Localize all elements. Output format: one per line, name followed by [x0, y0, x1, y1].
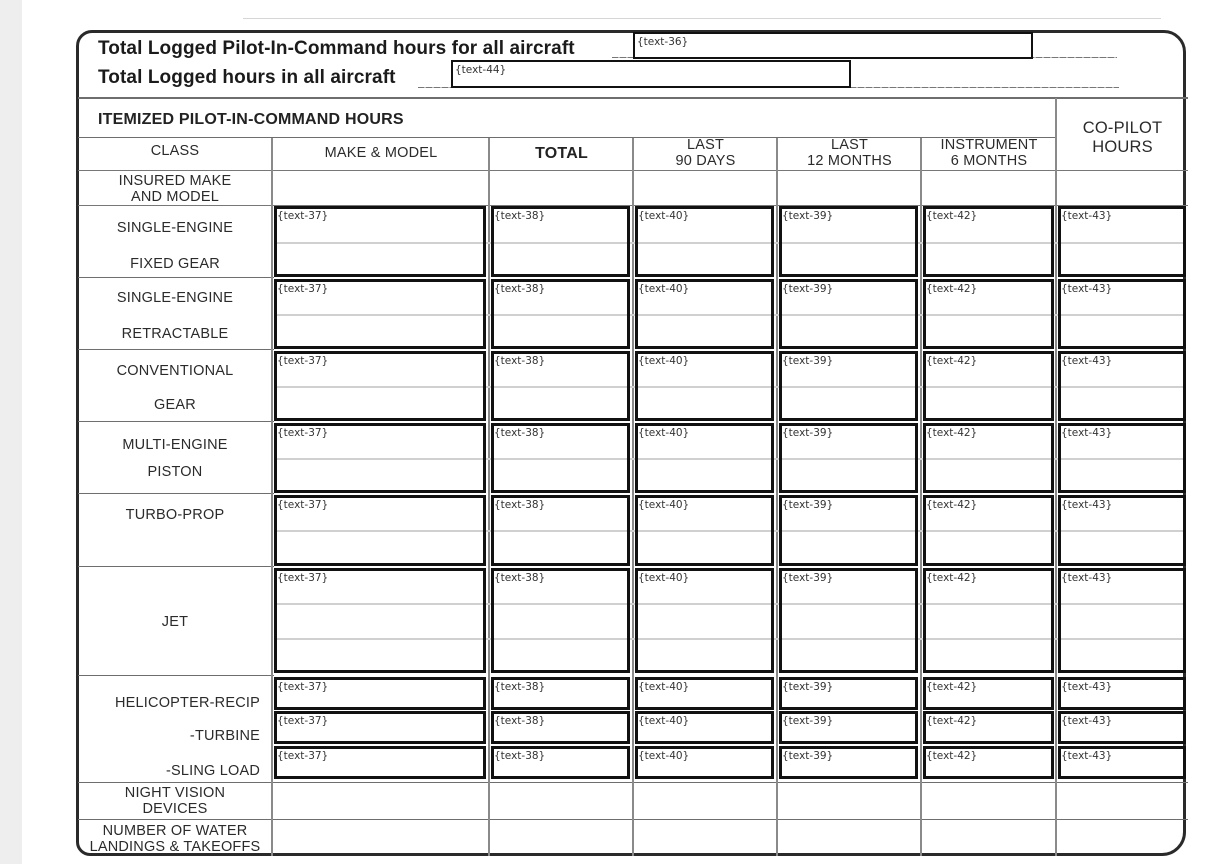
- col-header-copilot-line1: CO-PILOT: [1082, 119, 1163, 137]
- row-label-insured: [78, 173, 272, 205]
- row-divider-4: [78, 493, 274, 494]
- row-label-multi-2: PISTON: [147, 464, 203, 480]
- heli-sling-last-12-months-field[interactable]: [779, 746, 918, 779]
- section-title: ITEMIZED PILOT-IN-COMMAND HOURS: [98, 111, 404, 128]
- row-divider-2: [78, 349, 274, 350]
- row-label-night-vision: [78, 785, 272, 817]
- field-placeholder: {text-39}: [782, 715, 834, 727]
- pic-total-label: Total Logged Pilot-In-Command hours for all aircraft: [98, 38, 575, 59]
- field-placeholder: {text-37}: [277, 210, 329, 222]
- field-placeholder: {text-37}: [277, 681, 329, 693]
- heli-sling-make-model-field[interactable]: [274, 746, 486, 779]
- multi-engine-make-model-field[interactable]: [274, 423, 486, 493]
- conventional-last-90-days-field[interactable]: [635, 351, 774, 421]
- header-divider: [78, 97, 1188, 99]
- window-side-strip: [0, 0, 22, 864]
- field-placeholder: {text-37}: [277, 750, 329, 762]
- conventional-last-12-months-field[interactable]: [779, 351, 918, 421]
- field-placeholder: {text-40}: [638, 750, 690, 762]
- col-header-instrument: [922, 137, 1056, 169]
- jet-copilot-hours-field[interactable]: [1058, 568, 1186, 673]
- field-placeholder: {text-40}: [638, 499, 690, 511]
- multi-engine-instrument-6-months-field[interactable]: [923, 423, 1054, 493]
- field-placeholder: {text-37}: [277, 355, 329, 367]
- field-placeholder: {text-39}: [782, 499, 834, 511]
- field-placeholder: {text-42}: [926, 681, 978, 693]
- row-label-jet: JET: [161, 614, 189, 630]
- field-placeholder: {text-42}: [926, 499, 978, 511]
- field-placeholder: {text-38}: [494, 572, 546, 584]
- field-placeholder: {text-43}: [1061, 427, 1113, 439]
- row-label-insured-line2: AND MODEL: [130, 189, 219, 205]
- field-placeholder: {text-40}: [638, 681, 690, 693]
- conventional-make-model-field[interactable]: [274, 351, 486, 421]
- heli-recip-total-field[interactable]: [491, 677, 630, 710]
- field-placeholder: {text-43}: [1061, 681, 1113, 693]
- total-hours-input[interactable]: {text-44}: [451, 60, 851, 88]
- field-placeholder: {text-40}: [638, 210, 690, 222]
- heli-sling-last-90-days-field[interactable]: [635, 746, 774, 779]
- field-placeholder: {text-37}: [277, 572, 329, 584]
- field-placeholder: {text-39}: [782, 210, 834, 222]
- heli-recip-make-model-field[interactable]: [274, 677, 486, 710]
- col-header-last90: [634, 137, 777, 169]
- turboprop-make-model-field[interactable]: [274, 495, 486, 566]
- field-placeholder: {text-42}: [926, 283, 978, 295]
- row-label-water-landings-line1: NUMBER OF WATER: [102, 823, 248, 839]
- se-fixed-copilot-hours-field[interactable]: [1058, 206, 1186, 277]
- heli-turbine-copilot-hours-field[interactable]: [1058, 711, 1186, 744]
- heli-turbine-last-12-months-field[interactable]: [779, 711, 918, 744]
- se-retract-last-90-days-field[interactable]: [635, 279, 774, 349]
- col-divider-1: [271, 138, 273, 856]
- row-label-water-landings: [78, 823, 272, 855]
- field-placeholder: {text-42}: [926, 572, 978, 584]
- jet-instrument-6-months-field[interactable]: [923, 568, 1054, 673]
- se-retract-make-model-field[interactable]: [274, 279, 486, 349]
- field-placeholder: {text-40}: [638, 572, 690, 584]
- total-hours-label: Total Logged hours in all aircraft: [98, 67, 396, 88]
- field-placeholder: {text-37}: [277, 283, 329, 295]
- conventional-copilot-hours-field[interactable]: [1058, 351, 1186, 421]
- field-placeholder: {text-37}: [277, 499, 329, 511]
- row-label-conventional-1: CONVENTIONAL: [116, 363, 234, 379]
- field-placeholder: {text-38}: [494, 715, 546, 727]
- row-label-night-vision-line1: NIGHT VISION: [124, 785, 226, 801]
- turboprop-last-12-months-field[interactable]: [779, 495, 918, 566]
- col-divider-4: [776, 138, 778, 856]
- field-placeholder: {text-43}: [1061, 210, 1113, 222]
- field-placeholder: {text-43}: [1061, 499, 1113, 511]
- row-divider-5: [78, 566, 274, 567]
- se-fixed-make-model-field[interactable]: [274, 206, 486, 277]
- row-label-se-retract-1: SINGLE-ENGINE: [116, 290, 234, 306]
- field-placeholder: {text-40}: [638, 427, 690, 439]
- se-fixed-total-field[interactable]: [491, 206, 630, 277]
- field-placeholder: {text-38}: [494, 750, 546, 762]
- se-retract-total-field[interactable]: [491, 279, 630, 349]
- col-divider-2: [488, 138, 490, 856]
- field-placeholder: {text-38}: [494, 355, 546, 367]
- se-fixed-last-90-days-field[interactable]: [635, 206, 774, 277]
- heli-turbine-last-90-days-field[interactable]: [635, 711, 774, 744]
- field-placeholder: {text-39}: [782, 750, 834, 762]
- heli-sling-instrument-6-months-field[interactable]: [923, 746, 1054, 779]
- turboprop-instrument-6-months-field[interactable]: [923, 495, 1054, 566]
- heli-turbine-total-field[interactable]: [491, 711, 630, 744]
- row-divider-1: [78, 277, 274, 278]
- col-header-copilot: [1057, 119, 1188, 157]
- field-placeholder: {text-43}: [1061, 715, 1113, 727]
- turboprop-total-field[interactable]: [491, 495, 630, 566]
- heli-turbine-make-model-field[interactable]: [274, 711, 486, 744]
- field-placeholder: {text-39}: [782, 427, 834, 439]
- se-retract-instrument-6-months-field[interactable]: [923, 279, 1054, 349]
- field-placeholder: {text-43}: [1061, 572, 1113, 584]
- field-placeholder: {text-39}: [782, 283, 834, 295]
- field-placeholder: {text-42}: [926, 355, 978, 367]
- row-label-insured-line1: INSURED MAKE: [118, 173, 232, 189]
- col-header-last12: [778, 137, 921, 169]
- col-header-class: CLASS: [150, 143, 200, 159]
- field-placeholder: {text-38}: [494, 283, 546, 295]
- jet-make-model-field[interactable]: [274, 568, 486, 673]
- col-divider-3: [632, 138, 634, 856]
- row-label-se-retract-2: RETRACTABLE: [121, 326, 229, 342]
- multi-engine-last-90-days-field[interactable]: [635, 423, 774, 493]
- field-placeholder: {text-38}: [494, 210, 546, 222]
- multi-engine-last-12-months-field[interactable]: [779, 423, 918, 493]
- col-divider-6: [1055, 98, 1057, 856]
- col-header-last12-line2: 12 MONTHS: [807, 153, 892, 169]
- col-divider-5: [920, 138, 922, 856]
- row-label-multi-1: MULTI-ENGINE: [122, 437, 228, 453]
- field-placeholder: {text-42}: [926, 210, 978, 222]
- heli-recip-last-12-months-field[interactable]: [779, 677, 918, 710]
- turboprop-copilot-hours-field[interactable]: [1058, 495, 1186, 566]
- field-placeholder: {text-37}: [277, 715, 329, 727]
- row-label-conventional-2: GEAR: [154, 397, 196, 413]
- row-label-se-fixed-1: SINGLE-ENGINE: [116, 220, 234, 236]
- se-retract-last-12-months-field[interactable]: [779, 279, 918, 349]
- field-placeholder: {text-40}: [638, 283, 690, 295]
- row-label-heli-sling: -SLING LOAD: [165, 763, 260, 779]
- field-placeholder: {text-39}: [782, 681, 834, 693]
- col-header-total: TOTAL: [535, 145, 588, 162]
- field-placeholder: {text-43}: [1061, 750, 1113, 762]
- col-header-last90-line1: LAST: [686, 137, 725, 153]
- col-header-last12-line1: LAST: [830, 137, 869, 153]
- field-placeholder: {text-38}: [494, 499, 546, 511]
- col-header-instrument-line1: INSTRUMENT: [940, 137, 1038, 153]
- col-header-make-model: MAKE & MODEL: [324, 145, 438, 161]
- jet-last-90-days-field[interactable]: [635, 568, 774, 673]
- jet-last-12-months-field[interactable]: [779, 568, 918, 673]
- heli-recip-instrument-6-months-field[interactable]: [923, 677, 1054, 710]
- multi-engine-total-field[interactable]: [491, 423, 630, 493]
- row-divider-6: [78, 675, 274, 676]
- row-label-heli-recip: HELICOPTER-RECIP: [115, 695, 260, 711]
- conventional-total-field[interactable]: [491, 351, 630, 421]
- pic-total-input[interactable]: {text-36}: [633, 32, 1033, 59]
- heli-recip-copilot-hours-field[interactable]: [1058, 677, 1186, 710]
- field-placeholder: {text-39}: [782, 572, 834, 584]
- se-fixed-instrument-6-months-field[interactable]: [923, 206, 1054, 277]
- heli-sling-copilot-hours-field[interactable]: [1058, 746, 1186, 779]
- col-header-instrument-line2: 6 MONTHS: [950, 153, 1028, 169]
- field-placeholder: {text-37}: [277, 427, 329, 439]
- row-label-heli-turbine: -TURBINE: [189, 728, 260, 744]
- se-retract-copilot-hours-field[interactable]: [1058, 279, 1186, 349]
- jet-total-field[interactable]: [491, 568, 630, 673]
- se-fixed-last-12-months-field[interactable]: [779, 206, 918, 277]
- row-label-turboprop: TURBO-PROP: [125, 507, 225, 523]
- field-placeholder: {text-43}: [1061, 283, 1113, 295]
- field-placeholder: {text-39}: [782, 355, 834, 367]
- field-placeholder: {text-38}: [494, 681, 546, 693]
- col-header-last90-line2: 90 DAYS: [675, 153, 736, 169]
- row-label-se-fixed-2: FIXED GEAR: [130, 256, 220, 272]
- field-placeholder: {text-38}: [494, 427, 546, 439]
- field-placeholder: {text-42}: [926, 715, 978, 727]
- conventional-instrument-6-months-field[interactable]: [923, 351, 1054, 421]
- row-divider-3: [78, 421, 274, 422]
- multi-engine-copilot-hours-field[interactable]: [1058, 423, 1186, 493]
- field-placeholder: {text-40}: [638, 355, 690, 367]
- heli-sling-total-field[interactable]: [491, 746, 630, 779]
- field-placeholder: {text-42}: [926, 750, 978, 762]
- field-placeholder: {text-42}: [926, 427, 978, 439]
- heli-recip-last-90-days-field[interactable]: [635, 677, 774, 710]
- field-placeholder: {text-40}: [638, 715, 690, 727]
- row-label-night-vision-line2: DEVICES: [142, 801, 208, 817]
- turboprop-last-90-days-field[interactable]: [635, 495, 774, 566]
- heli-turbine-instrument-6-months-field[interactable]: [923, 711, 1054, 744]
- field-placeholder: {text-43}: [1061, 355, 1113, 367]
- page-top-rule: [243, 18, 1161, 19]
- row-label-water-landings-line2: LANDINGS & TAKEOFFS: [89, 839, 261, 855]
- col-header-copilot-line2: HOURS: [1092, 138, 1153, 156]
